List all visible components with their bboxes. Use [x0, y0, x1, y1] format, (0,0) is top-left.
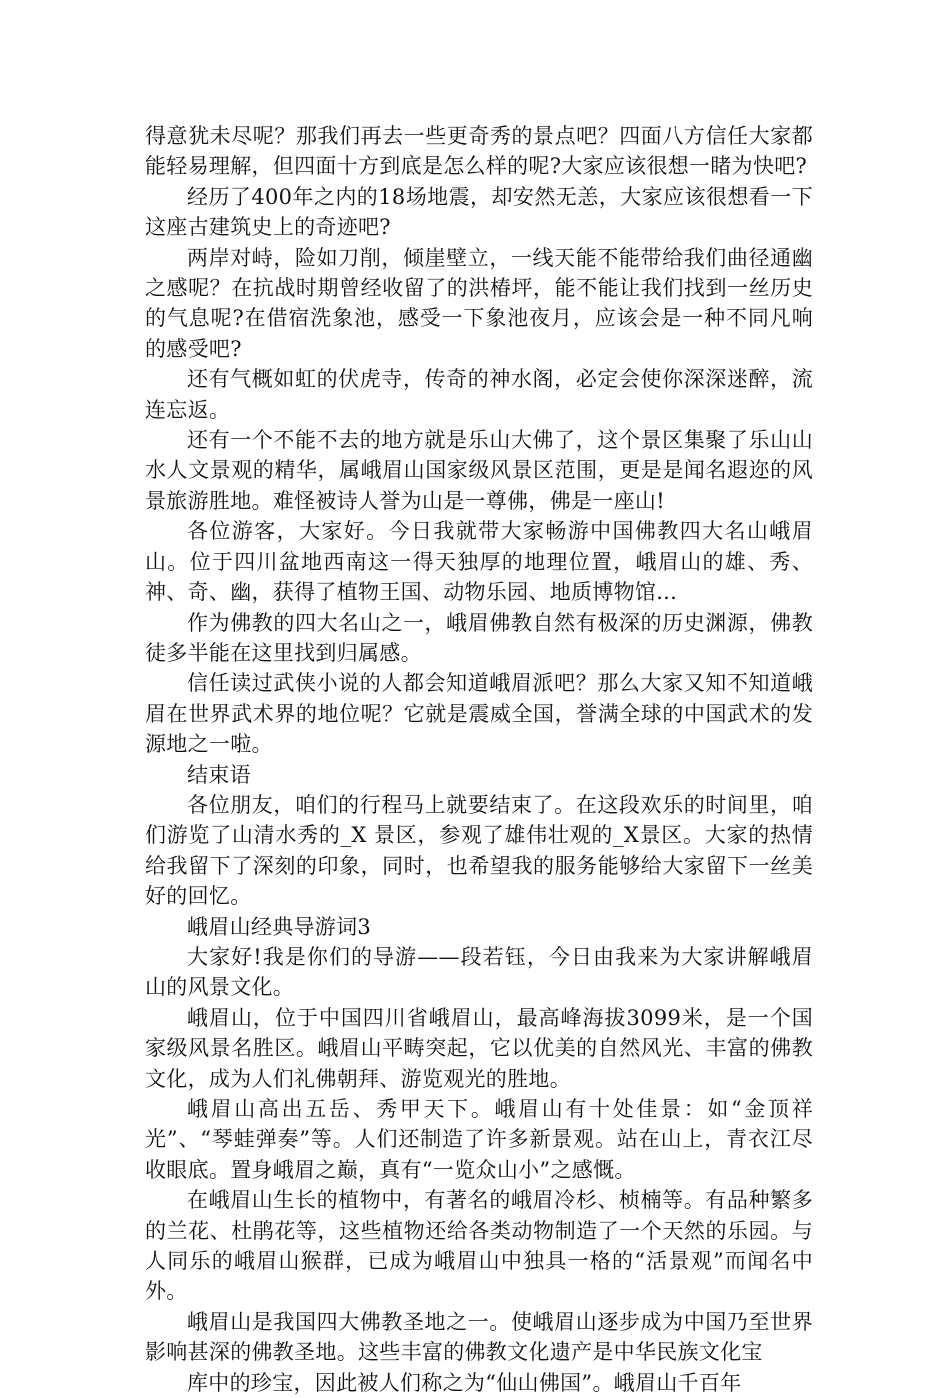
- paragraph-location: 峨眉山，位于中国四川省峨眉山，最高峰海拔3099米，是一个国家级风景名胜区。峨眉山平畴突起，它以优美的自然风光、丰富的佛教文化，成为人们礼佛朝拜、游览观光的胜地。: [145, 1005, 813, 1091]
- paragraph-farewell: 各位朋友，咱们的行程马上就要结束了。在这段欢乐的时间里，咱们游览了山清水秀的_X 景区，参观了雄伟壮观的_X景区。大家的热情给我留下了深刻的印象，同时，也希望我的服务能够给大家留下一丝美好的回忆。: [145, 792, 813, 909]
- paragraph-guide-intro: 大家好!我是你们的导游——段若钰，今日由我来为大家讲解峨眉山的风景文化。: [145, 944, 813, 1000]
- paragraph-yixiantian: 两岸对峙，险如刀削，倾崖壁立，一线天能不能带给我们曲径通幽之感呢？在抗战时期曾经收留了的洪椿坪，能不能让我们找到一丝历史的气息呢?在借宿洗象池，感受一下象池夜月，应该会是一种不同凡响的感受吧?: [145, 245, 813, 361]
- paragraph-welcome: 各位游客，大家好。今日我就带大家畅游中国佛教四大名山峨眉山。位于四川盆地西南这一得天独厚的地理位置，峨眉山的雄、秀、神、奇、幽，获得了植物王国、动物乐园、地质博物馆...: [145, 519, 813, 605]
- paragraph-earthquake: 经历了400年之内的18场地震，却安然无恙，大家应该很想看一下这座古建筑史上的奇迹吧?: [145, 184, 813, 240]
- paragraph-treasure: 库中的珍宝，因此被人们称之为“仙山佛国”。峨眉山千百年: [187, 1370, 742, 1395]
- paragraph-intro-question: 得意犹未尽呢？那我们再去一些更奇秀的景点吧？四面八方信任大家都能轻易理解，但四面十方到底是怎么样的呢?大家应该很想一睹为快吧?: [145, 124, 813, 179]
- paragraph-plants: 在峨眉山生长的植物中，有著名的峨眉冷杉、桢楠等。有品种繁多的兰花、杜鹃花等，这些植物还给各类动物制造了一个天然的乐园。与人同乐的峨眉山猴群，已成为峨眉山中独具一格的“活景观”而闻名中外。: [145, 1188, 813, 1304]
- document-body: [145, 121, 813, 1398]
- paragraph-scenery: 峨眉山高出五岳、秀甲天下。峨眉山有十处佳景：如“金顶祥光”、“琴蛙弹奏”等。人们还制造了许多新景观。站在山上，青衣江尽收眼底。置身峨眉之巅，真有“一览众山小”之感慨。: [145, 1097, 813, 1182]
- paragraph-leshan-buddha: 还有一个不能不去的地方就是乐山大佛了，这个景区集聚了乐山山水人文景观的精华，属峨眉山国家级风景区范围，更是是闻名遐迩的风景旅游胜地。难怪被诗人誉为山是一尊佛，佛是一座山!: [145, 428, 813, 513]
- paragraph-martial-arts: 信任读过武侠小说的人都会知道峨眉派吧？那么大家又知不知道峨眉在世界武术界的地位呢？它就是震威全国，誉满全球的中国武术的发源地之一啦。: [145, 671, 813, 757]
- paragraph-fuhu-temple: 还有气概如虹的伏虎寺，传奇的神水阁，必定会使你深深迷醉，流连忘返。: [145, 367, 813, 422]
- paragraph-buddhism: 作为佛教的四大名山之一，峨眉佛教自然有极深的历史渊源，佛教徒多半能在这里找到归属感。: [145, 610, 813, 665]
- paragraph-buddhist-site: 峨眉山是我国四大佛教圣地之一。使峨眉山逐步成为中国乃至世界影响甚深的佛教圣地。这些丰富的佛教文化遗产是中华民族文化宝: [145, 1309, 813, 1365]
- section-heading-guide-3: 峨眉山经典导游词3: [187, 914, 372, 939]
- section-heading-conclusion: 结束语: [187, 762, 251, 787]
